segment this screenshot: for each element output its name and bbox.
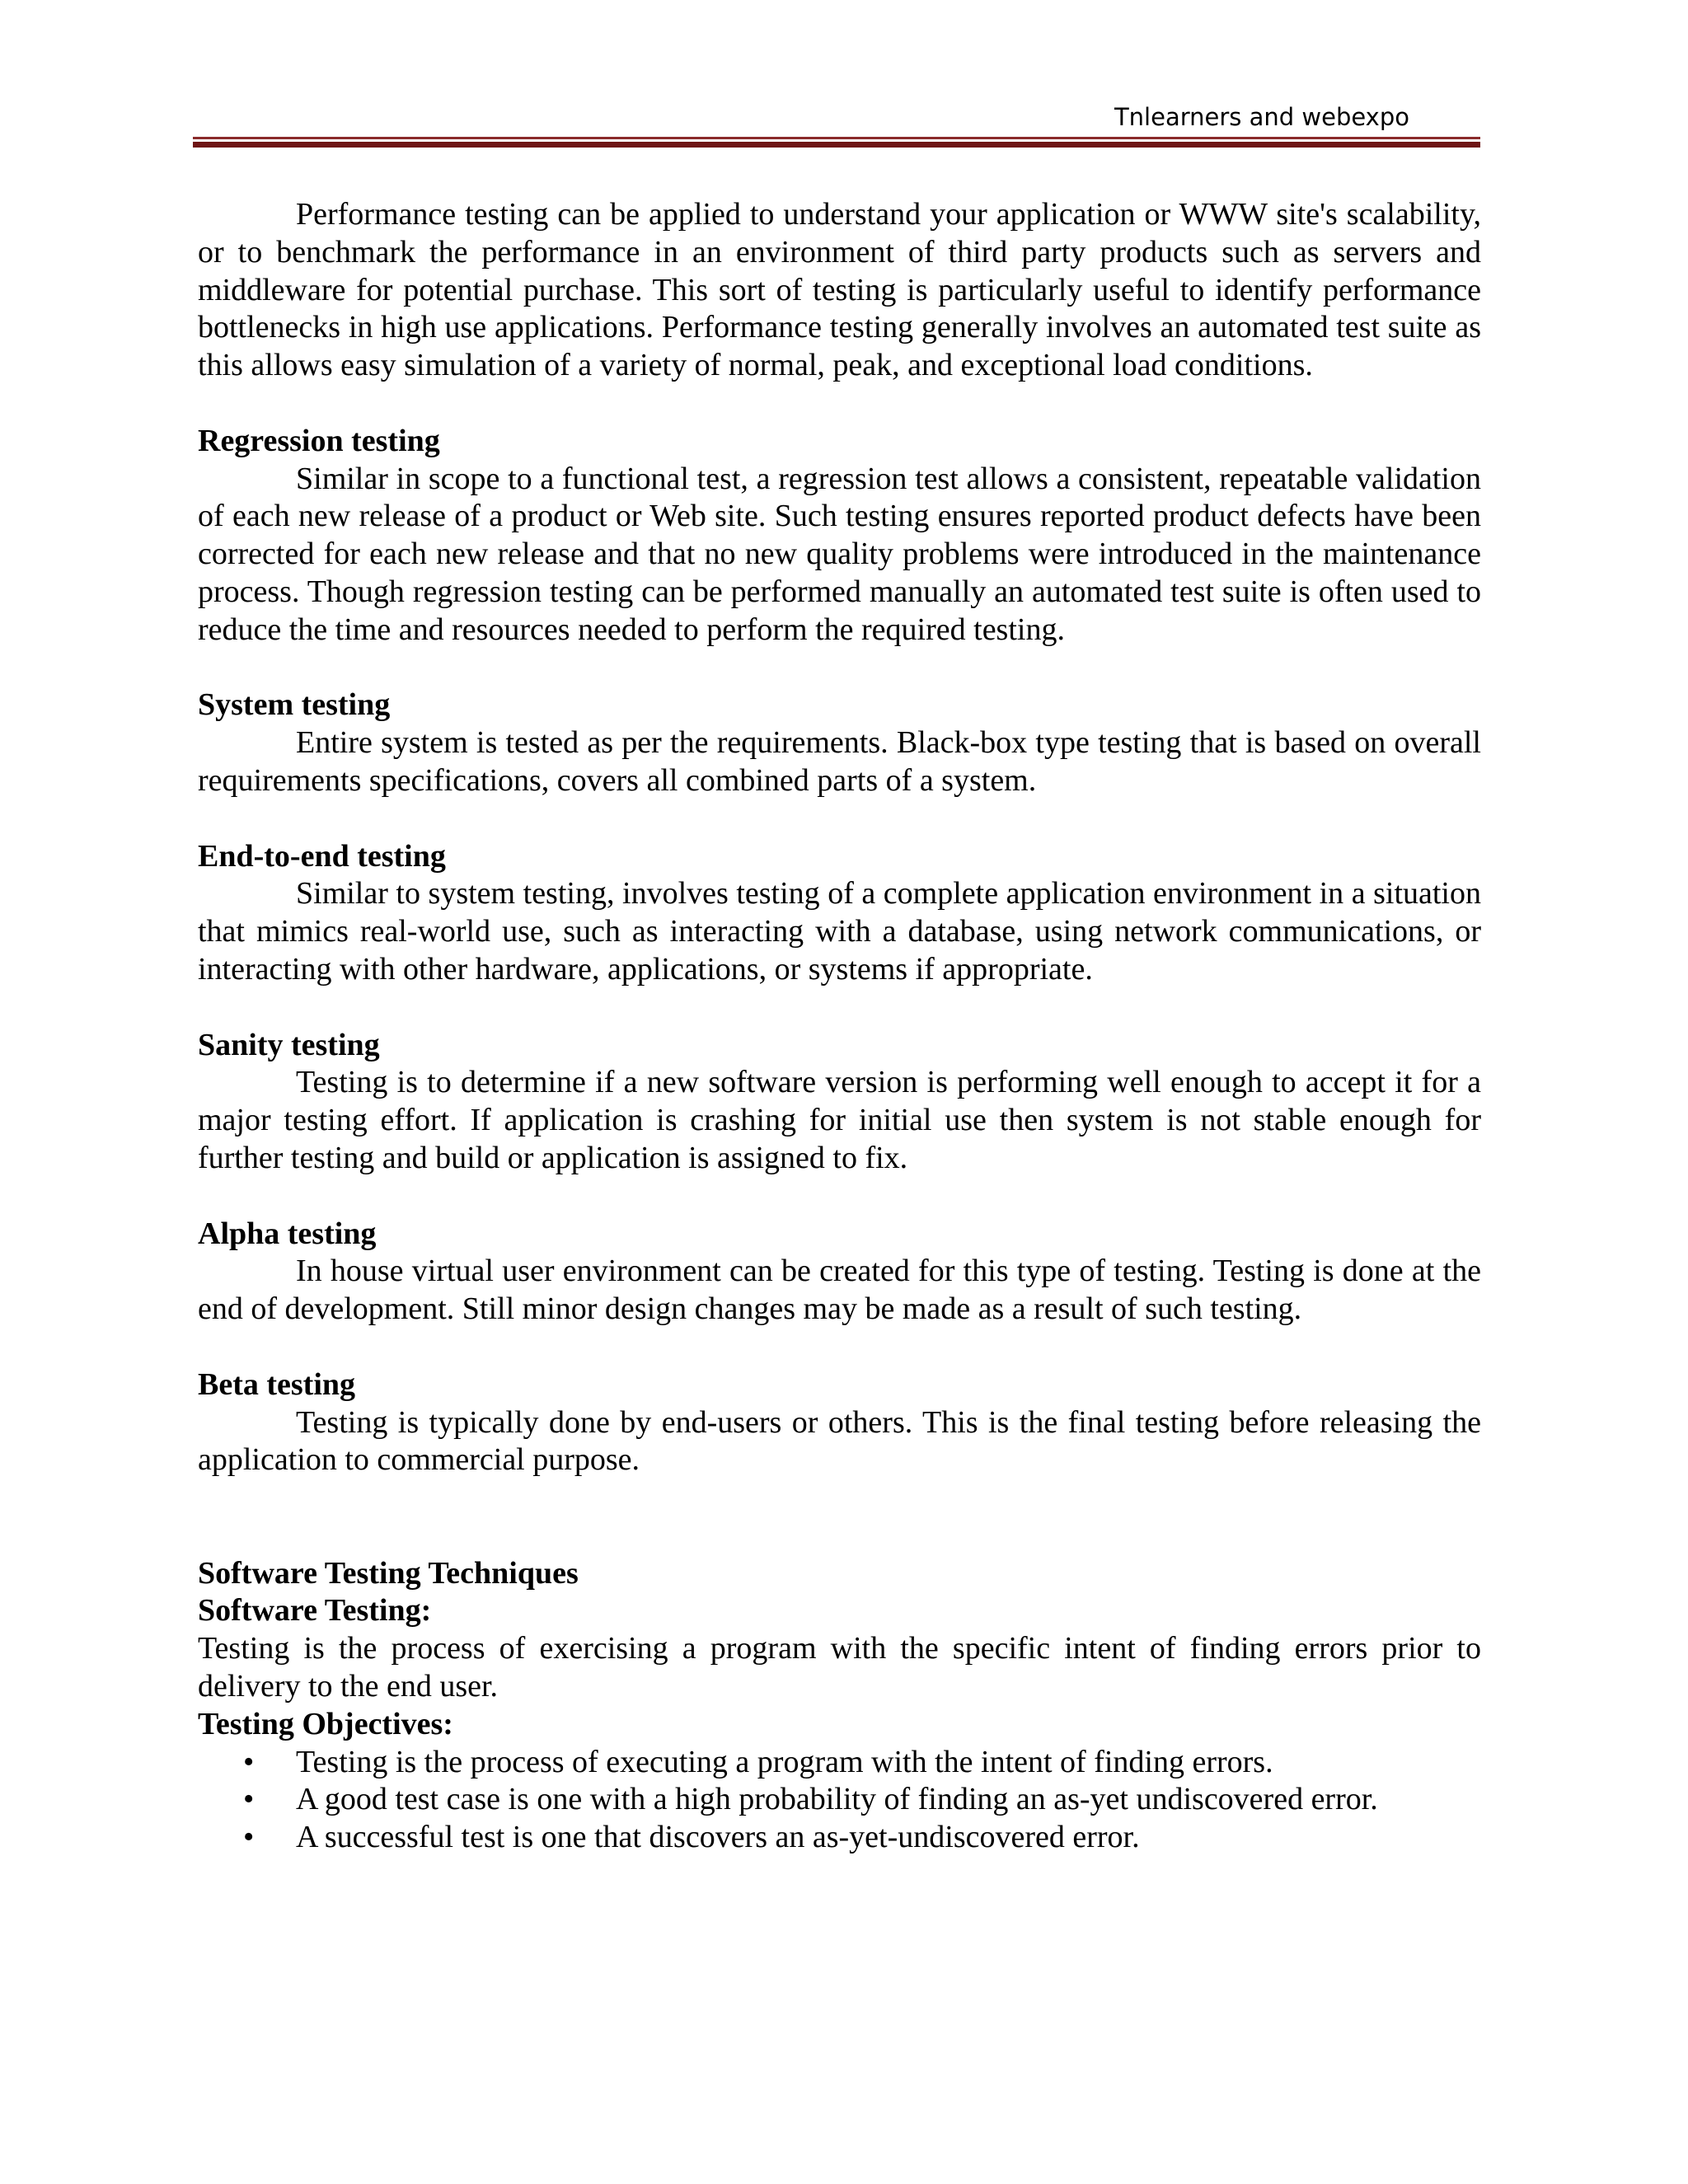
section-paragraph: Entire system is tested as per the requirements. Black-box type testing that is based on overall requirements specifications, covers all combined parts of a system. (198, 725, 1481, 798)
list-item-text: Testing is the process of executing a program with the intent of finding errors. (296, 1744, 1273, 1779)
section-regression-testing (198, 423, 1481, 649)
list-item (198, 1819, 1481, 1857)
section-paragraph: Testing is typically done by end-users or others. This is the final testing before releasing the application to commercial purpose. (198, 1404, 1481, 1478)
running-header: Tnlearners and webexpo (1114, 103, 1409, 131)
list-item-text: A successful test is one that discovers an as-yet-undiscovered error. (296, 1820, 1140, 1855)
section-beta-testing (198, 1366, 1481, 1479)
bullet-icon: • (243, 1820, 255, 1855)
intro-paragraph: Performance testing can be applied to understand your application or WWW site's scalability, or to benchmark the performance in an environment of third party products such as servers and middleware for potential purchase. This sort of testing is particularly useful to identify performance bottlenecks in high use applications. Performance testing generally involves an automated test suite as this allows easy simulation of a variety of normal, peak, and exceptional load conditions. (198, 197, 1481, 383)
section-paragraph: Similar in scope to a functional test, a regression test allows a consistent, repeatable validation of each new release of a product or Web site. Such testing ensures reported product defects have been corrected for each new release and that no new quality problems were introduced in the maintenance process. Though regression testing can be performed manually an automated test suite is often used to reduce the time and resources needed to perform the required testing. (198, 461, 1481, 647)
section-heading: Regression testing (198, 423, 440, 458)
list-item-text: A good test case is one with a high probability of finding an as-yet undiscovered error. (296, 1782, 1378, 1817)
section-paragraph: Similar to system testing, involves testing of a complete application environment in a situation that mimics real-world use, such as interacting with a database, using network communications, or interacting with other hardware, applications, or systems if appropriate. (198, 876, 1481, 987)
header-rule-thin (193, 137, 1480, 139)
objectives-heading: Testing Objectives: (198, 1706, 453, 1741)
bullet-icon: • (243, 1782, 255, 1817)
section-alpha-testing (198, 1216, 1481, 1329)
testing-definition: Testing is the process of exercising a program with the specific intent of finding errors prior to delivery to the end user. (198, 1631, 1481, 1704)
section-heading: Sanity testing (198, 1027, 380, 1062)
section-end-to-end-testing (198, 838, 1481, 989)
section-system-testing (198, 687, 1481, 799)
section-heading: End-to-end testing (198, 838, 446, 874)
section-heading: Alpha testing (198, 1216, 377, 1251)
section-software-testing-techniques (198, 1555, 1481, 1857)
list-item (198, 1744, 1481, 1782)
section-heading: System testing (198, 687, 391, 723)
section-sanity-testing (198, 1027, 1481, 1178)
techniques-title: Software Testing Techniques (198, 1555, 579, 1591)
section-paragraph: In house virtual user environment can be created for this type of testing. Testing is done at the end of development. Still minor design changes may be made as a result of such testing. (198, 1254, 1481, 1327)
header-rule-thick (193, 142, 1480, 148)
techniques-subtitle: Software Testing: (198, 1593, 432, 1629)
document-body (198, 196, 1481, 1857)
bullet-icon: • (243, 1744, 255, 1779)
section-paragraph: Testing is to determine if a new software version is performing well enough to accept it for a major testing effort. If application is crashing for initial use then system is not stable enough for further testing and build or application is assigned to fix. (198, 1065, 1481, 1175)
objectives-list (198, 1744, 1481, 1857)
section-heading: Beta testing (198, 1366, 356, 1402)
list-item (198, 1781, 1481, 1819)
